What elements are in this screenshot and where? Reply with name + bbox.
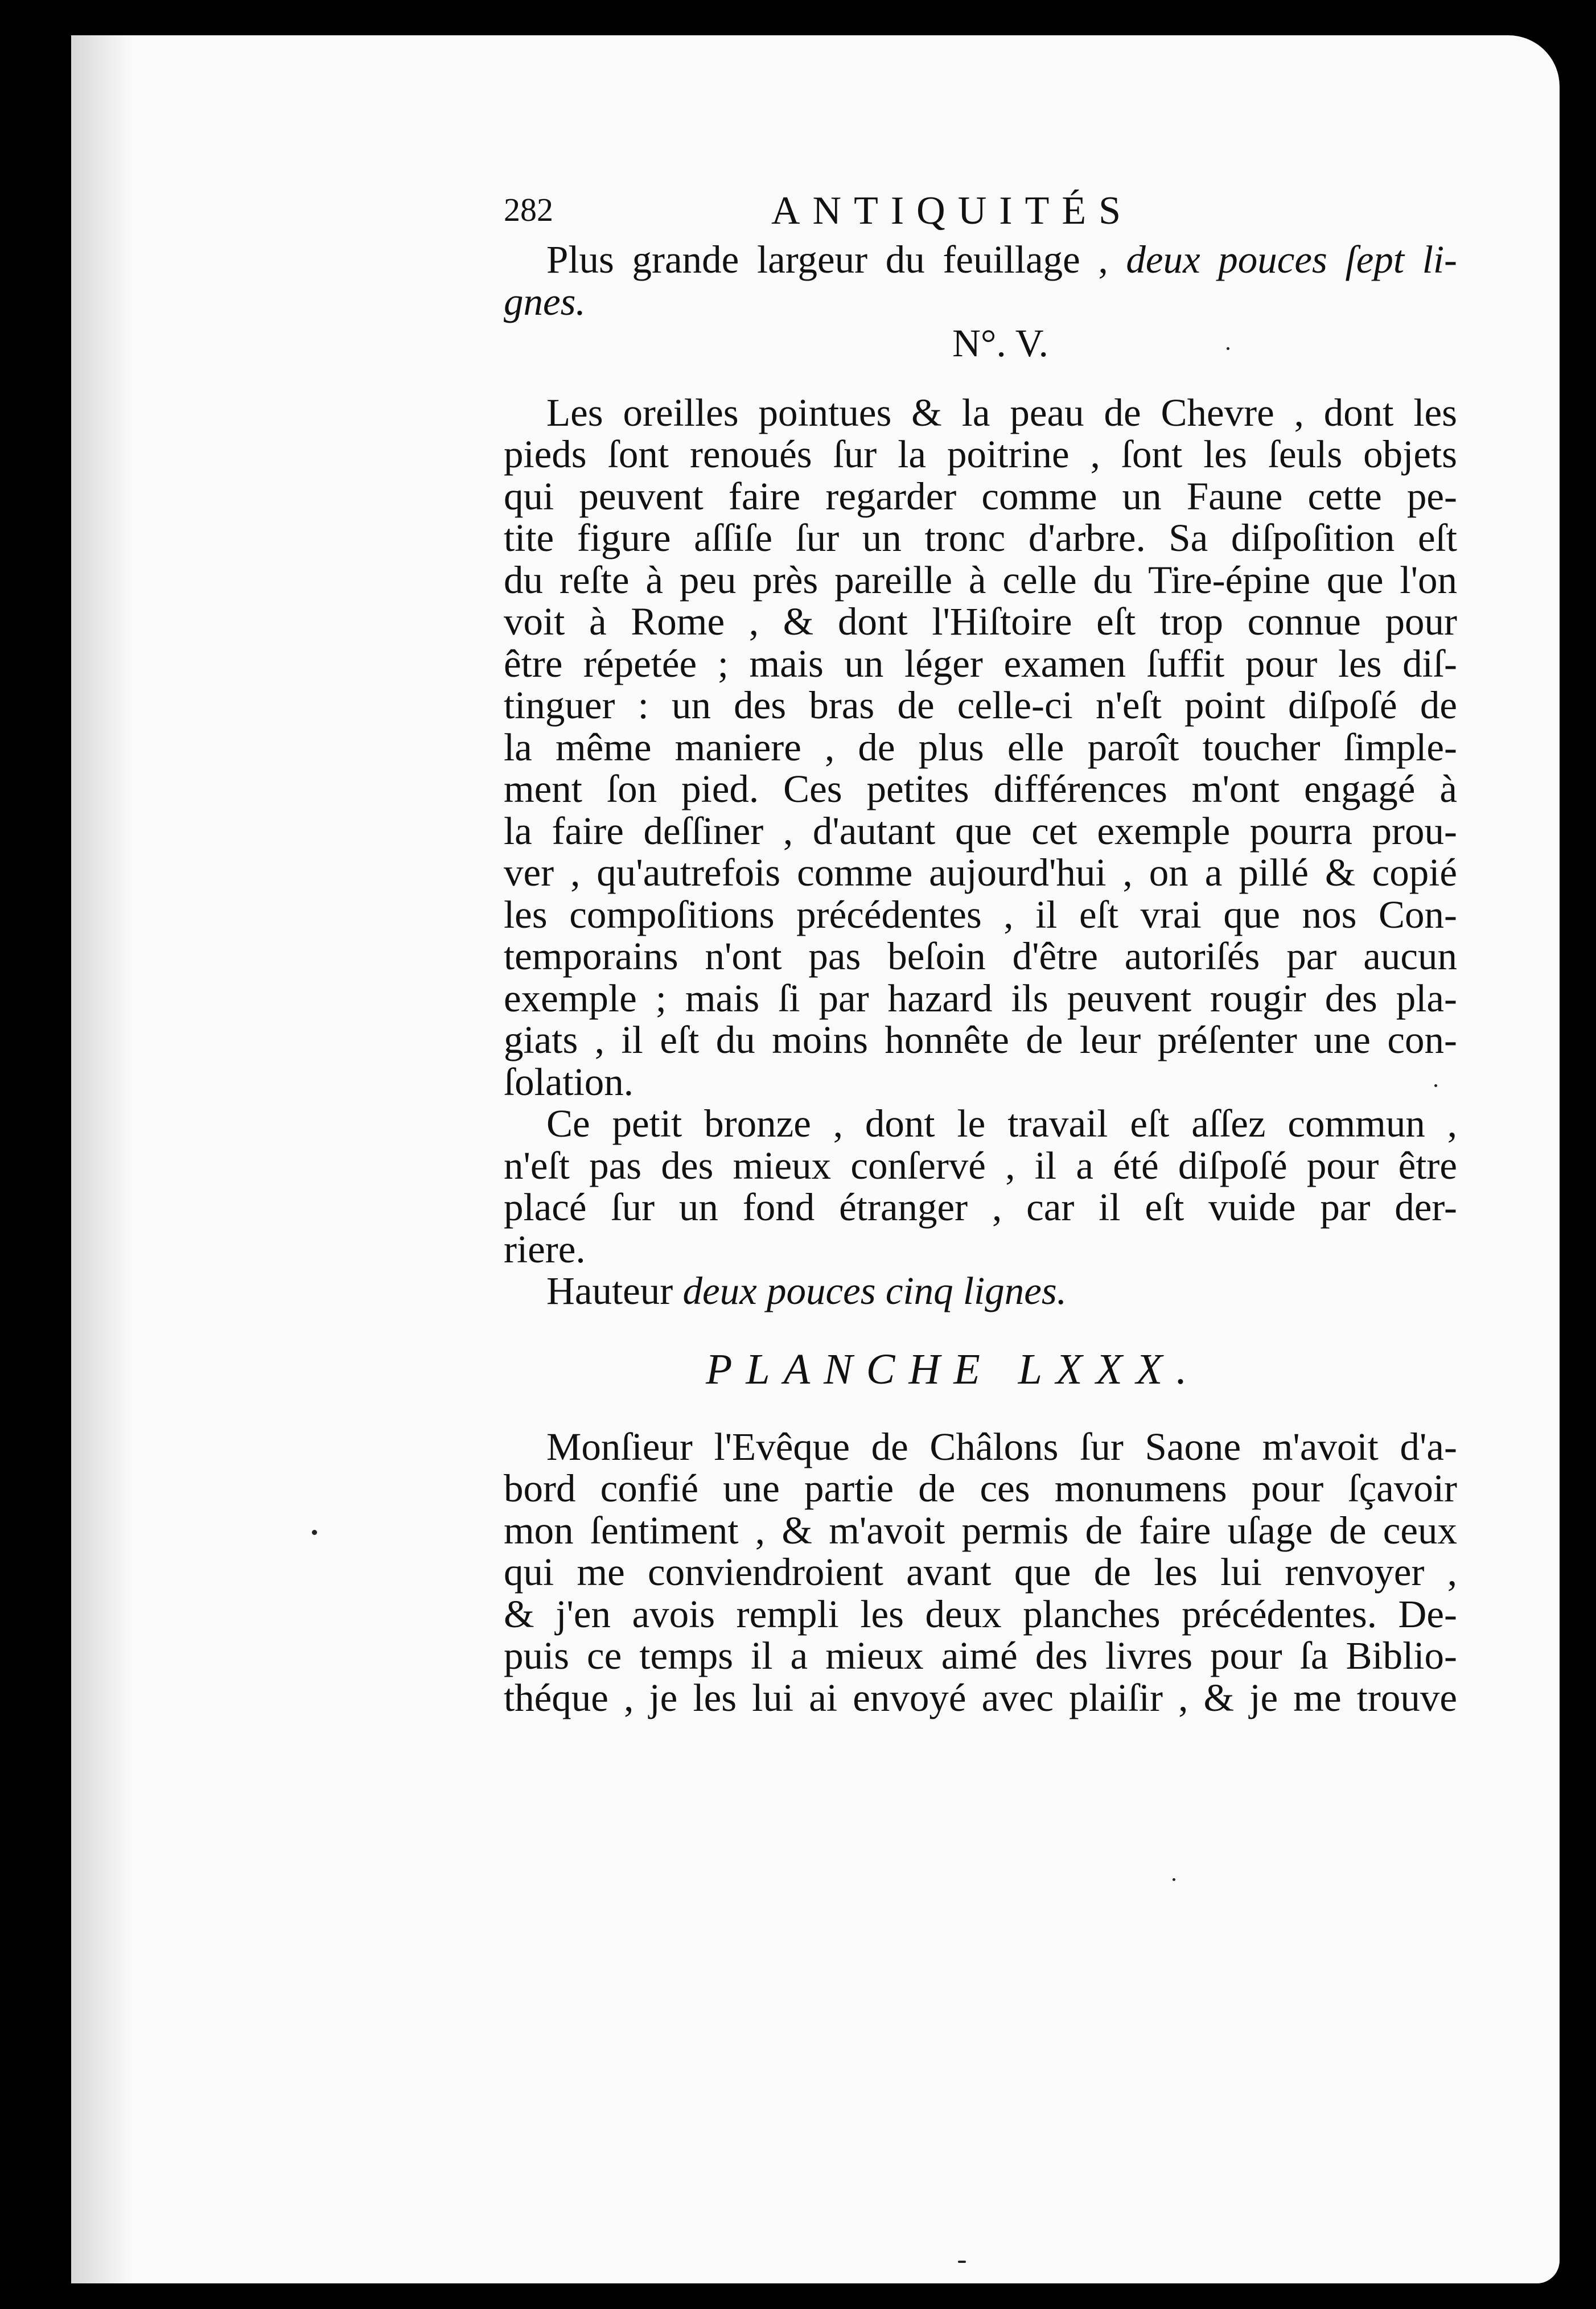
text-line: Monſieur l'Evêque de Châlons ſur Saone m'avoit d'a-: [546, 1425, 1457, 1468]
italic-run: gnes.: [504, 279, 586, 323]
text-line: la même maniere , de plus elle paroît toucher ſimple-: [504, 725, 1457, 769]
section-heading: N°. V.: [952, 322, 1048, 365]
spacer: [504, 1312, 1457, 1347]
spacer: [504, 365, 1457, 392]
page-number: 282: [504, 191, 553, 228]
text-line: puis ce temps il a mieux aimé des livres pour ſa Biblio-: [504, 1634, 1457, 1677]
text-line: qui peuvent faire regarder comme un Faune cette pe-: [504, 474, 1457, 518]
text-line: Ce petit bronze , dont le travail eſt aſſez commun ,: [546, 1102, 1457, 1145]
scan-speck: [1173, 1878, 1175, 1881]
text-line: théque , je les lui ai envoyé avec plaiſir , & je me trouve: [504, 1676, 1457, 1719]
italic-run: deux pouces ſept li-: [1126, 238, 1458, 281]
text-line: bord confié une partie de ces monumens pour ſçavoir: [504, 1467, 1457, 1510]
text-line: tinguer : un des bras de celle-ci n'eſt point diſpoſé de: [504, 684, 1457, 727]
page-gutter-shadow: [71, 35, 134, 2283]
text-line: les compoſitions précédentes , il eſt vrai que nos Con-: [504, 892, 1457, 936]
text-line: & j'en avois rempli les deux planches précédentes. De-: [504, 1592, 1457, 1636]
text-line: la faire deſſiner , d'autant que cet exemple pourra prou-: [504, 809, 1457, 853]
text-line: ment ſon pied. Ces petites différences m'ont engagé à: [504, 767, 1457, 810]
text-line: n'eſt pas des mieux conſervé , il a été diſpoſé pour être: [504, 1143, 1457, 1187]
text-line: être répetée ; mais un léger examen ſuffit pour les diſ-: [504, 641, 1457, 685]
page-text: [504, 185, 1457, 1719]
text-run: Plus grande largeur du feuillage ,: [546, 238, 1126, 281]
running-title: ANTIQUITÉS: [771, 189, 1134, 233]
paragraph: [504, 1426, 1457, 1719]
paragraph: [504, 392, 1457, 1104]
paragraph: [504, 1103, 1457, 1270]
dimension-value: deux pouces cinq lignes.: [682, 1269, 1067, 1312]
text-line: [504, 281, 1457, 323]
text-line: mon ſentiment , & m'avoit permis de faire uſage de ceux: [504, 1508, 1457, 1552]
text-line: voit à Rome , & dont l'Hiſtoire eſt trop connue pour: [504, 600, 1457, 643]
text-line: tite figure aſſiſe ſur un tronc d'arbre. Sa diſpoſition eſt: [504, 516, 1457, 559]
dimension-line: [504, 1270, 1457, 1312]
page-header: [504, 185, 1457, 239]
dimension-label: Hauteur: [546, 1269, 683, 1312]
scan-speck: [958, 2261, 966, 2263]
text-line: qui me conviendroient avant que de les lui renvoyer ,: [504, 1550, 1457, 1594]
text-line: ſolation.: [504, 1060, 634, 1104]
text-line: Les oreilles pointues & la peau de Chevre , dont les: [546, 390, 1457, 434]
text-line: [504, 239, 1457, 281]
text-line: giats , il eſt du moins honnête de leur préſenter une con-: [504, 1018, 1457, 1061]
text-line: ver , qu'autrefois comme aujourd'hui , on a pillé & copié: [504, 851, 1457, 894]
spacer: [504, 1392, 1457, 1426]
text-line: placé ſur un fond étranger , car il eſt vuide par der-: [504, 1186, 1457, 1229]
text-line: temporains n'ont pas beſoin d'être autoriſés par aucun: [504, 935, 1457, 978]
scan-speck: [312, 1530, 317, 1535]
plate-heading: PLANCHE LXXX.: [706, 1345, 1201, 1393]
text-line: du reſte à peu près pareille à celle du Tire-épine que l'on: [504, 558, 1457, 602]
text-line: pieds ſont renoués ſur la poitrine , ſont les ſeuls objets: [504, 433, 1457, 476]
text-line: riere.: [504, 1227, 586, 1271]
text-line: exemple ; mais ſi par hazard ils peuvent rougir des pla-: [504, 976, 1457, 1020]
